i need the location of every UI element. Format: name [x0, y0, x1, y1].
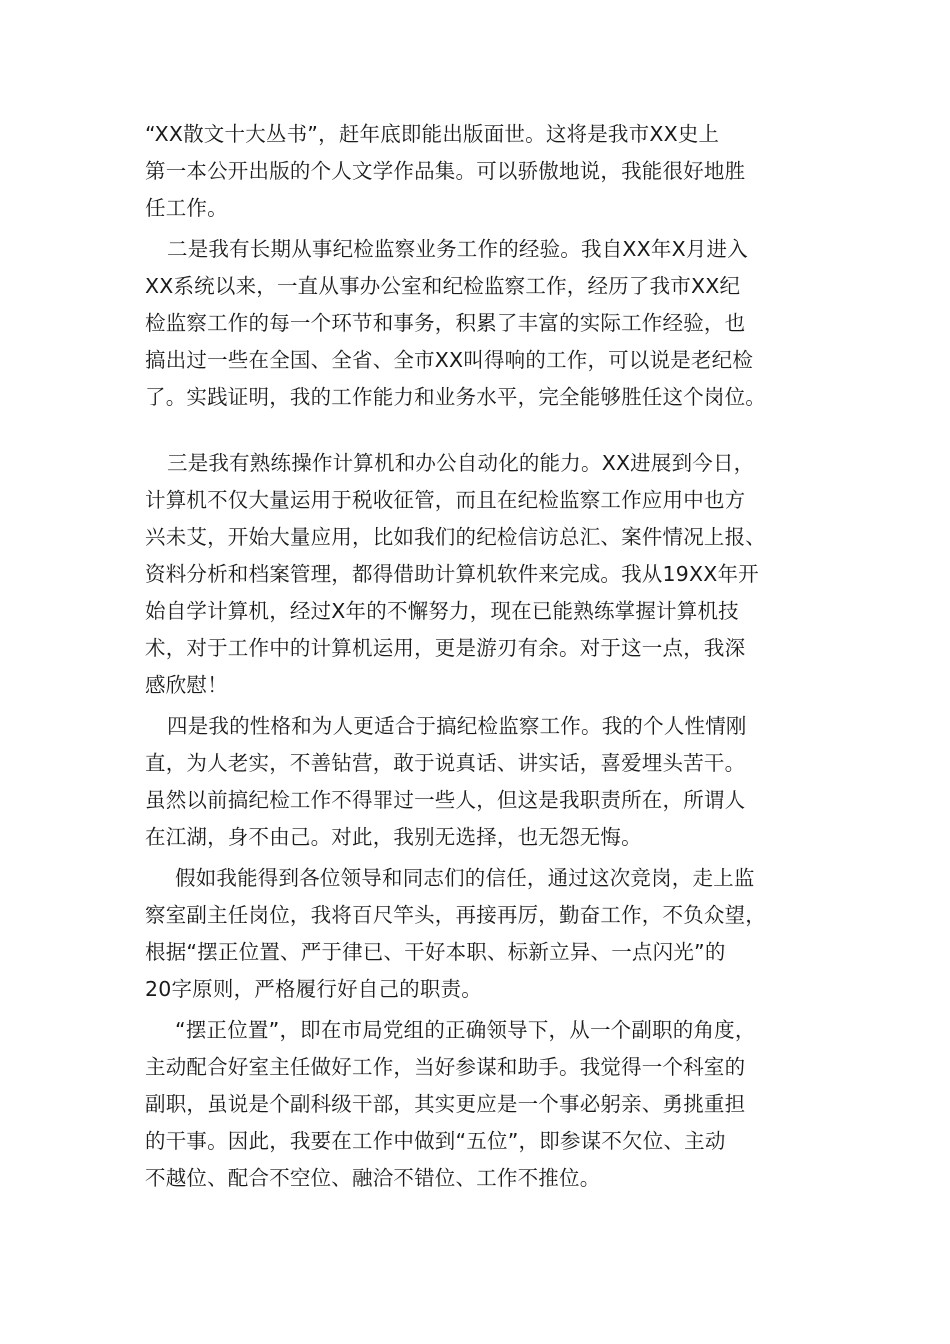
text-line: 察室副主任岗位，我将百尺竿头，再接再厉，勤奋工作，不负众望，: [145, 903, 766, 927]
text-line: 搞出过一些在全国、全省、全市XX叫得响的工作，可以说是老纪检: [145, 348, 754, 372]
paragraph: [145, 231, 825, 416]
document-body: [145, 116, 825, 1197]
text-line: 20字原则，严格履行好自己的职责。: [145, 977, 482, 1001]
text-line: 不越位、配合不空位、融洽不错位、工作不推位。: [145, 1166, 601, 1190]
text-line: 副职，虽说是个副科级干部，其实更应是一个事必躬亲、勇挑重担: [145, 1092, 746, 1116]
text-line: 虽然以前搞纪检工作不得罪过一些人，但这是我职责所在，所谓人: [145, 788, 746, 812]
paragraph: [145, 445, 825, 704]
paragraph: [145, 116, 825, 227]
text-line: 始自学计算机，经过X年的不懈努力，现在已能熟练掌握计算机技: [145, 599, 739, 623]
text-line: XX系统以来，一直从事办公室和纪检监察工作，经历了我市XX纪: [145, 274, 741, 298]
text-line: 了。实践证明，我的工作能力和业务水平，完全能够胜任这个岗位。: [145, 385, 766, 409]
text-line: 任工作。: [145, 196, 228, 220]
text-line: 根据“摆正位置、严于律已、干好本职、标新立异、一点闪光”的: [145, 940, 726, 964]
text-line: 兴未艾，开始大量应用，比如我们的纪检信访总汇、案件情况上报、: [145, 525, 766, 549]
text-line: 术，对于工作中的计算机运用，更是游刃有余。对于这一点，我深: [145, 636, 746, 660]
text-line: 假如我能得到各位领导和同志们的信任，通过这次竞岗，走上监: [175, 866, 755, 890]
text-line: 资料分析和档案管理，都得借助计算机软件来完成。我从19XX年开: [145, 562, 759, 586]
text-line: 直，为人老实，不善钻营，敢于说真话、讲实话，喜爱埋头苦干。: [145, 751, 746, 775]
text-line: 感欣慰！: [145, 673, 228, 697]
text-line: 主动配合好室主任做好工作，当好参谋和助手。我觉得一个科室的: [145, 1055, 746, 1079]
text-line: 第一本公开出版的个人文学作品集。可以骄傲地说，我能很好地胜: [145, 159, 746, 183]
text-line: “XX散文十大丛书”，赶年底即能出版面世。这将是我市XX史上: [145, 122, 720, 146]
text-line: 在江湖，身不由己。对此，我别无选择，也无怨无悔。: [145, 825, 642, 849]
text-line: 计算机不仅大量运用于税收征管，而且在纪检监察工作应用中也方: [145, 488, 746, 512]
paragraph: [145, 1012, 825, 1197]
paragraph: [145, 708, 825, 856]
text-line: “摆正位置”，即在市局党组的正确领导下，从一个副职的角度，: [175, 1018, 756, 1042]
text-line: 四是我的性格和为人更适合于搞纪检监察工作。我的个人性情刚: [167, 714, 747, 738]
paragraph: [145, 860, 825, 1008]
text-line: 检监察工作的每一个环节和事务，积累了丰富的实际工作经验，也: [145, 311, 746, 335]
text-line: 的干事。因此，我要在工作中做到“五位”，即参谋不欠位、主动: [145, 1129, 726, 1153]
text-line: 三是我有熟练操作计算机和办公自动化的能力。XX进展到今日，: [167, 451, 755, 475]
text-line: 二是我有长期从事纪检监察业务工作的经验。我自XX年X月进入: [167, 237, 748, 261]
